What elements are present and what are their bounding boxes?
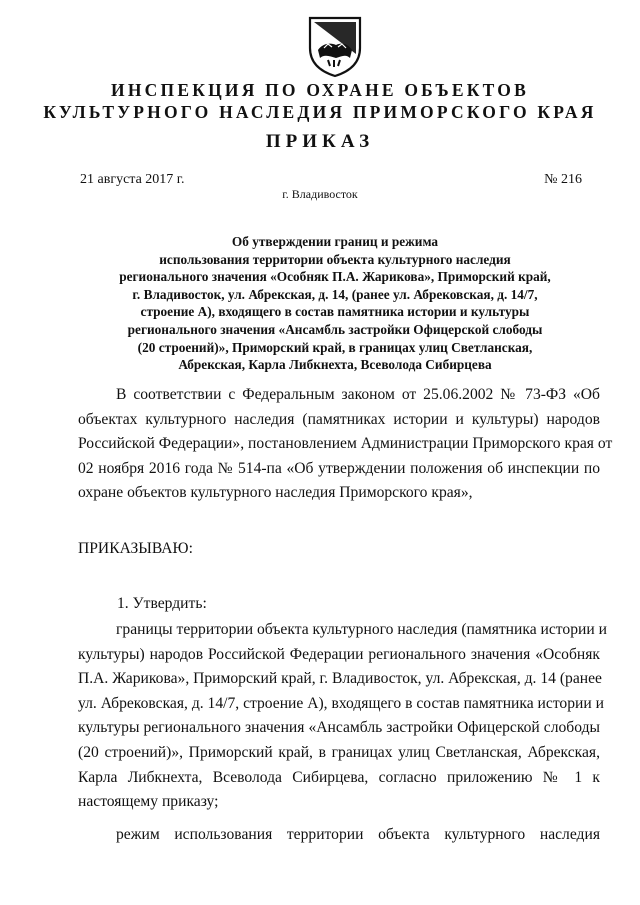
- paragraph-line: П.А. Жарикова», Приморский край, г. Владивосток, ул. Абрекская, д. 14 (ранее: [78, 670, 602, 688]
- subject-line: регионального значения «Ансамбль застройки Офицерской слободы: [127, 321, 543, 337]
- paragraph-line: режим использования территории объекта культурного наследия: [116, 826, 600, 843]
- subject-line: Абрекская, Карла Либкнехта, Всеволода Сибирцева: [178, 357, 492, 373]
- document-city: г. Владивосток: [282, 187, 358, 201]
- subject-line: строение А), входящего в состав памятника истории и культуры: [140, 304, 530, 320]
- preamble-paragraph: [78, 383, 613, 506]
- paragraph-line: 02 ноября 2016 года № 514-па «Об утверждении положения об инспекции по: [78, 459, 600, 477]
- paragraph-line: объектах культурного наследия (памятниках истории и культуры) народов: [78, 410, 600, 428]
- item-2-paragraph: [78, 823, 600, 848]
- paragraph-line: Карла Либкнехта, Всеволода Сибирцева, согласно приложению № 1 к: [78, 768, 600, 786]
- paragraph-line: настоящему приказу;: [78, 793, 219, 811]
- paragraph-line: культуры) народов Российской Федерации регионального значения «Особняк: [78, 645, 600, 663]
- order-subject: [70, 233, 600, 374]
- paragraph-line: охране объектов культурного наследия Приморского края»,: [78, 484, 473, 502]
- order-directive: ПРИКАЗЫВАЮ:: [78, 540, 193, 557]
- paragraph-line: Российской Федерации», постановлением Администрации Приморского края от: [78, 435, 613, 453]
- subject-line: (20 строений)», Приморский край, в границах улиц Светланская,: [137, 339, 533, 355]
- coat-of-arms-icon: [306, 14, 364, 78]
- paragraph-line: культуры регионального значения «Ансамбль застройки Офицерской слободы: [78, 719, 600, 737]
- subject-line: регионального значения «Особняк П.А. Жарикова», Приморский край,: [119, 269, 551, 285]
- organization-name-line1: ИНСПЕКЦИЯ ПО ОХРАНЕ ОБЪЕКТОВ: [111, 80, 529, 100]
- paragraph-line: (20 строений)», Приморский край, в границах улиц Светланская, Абрекская,: [78, 743, 600, 761]
- item-1-title: 1. Утвердить:: [117, 595, 207, 612]
- paragraph-line: ул. Абрековская, д. 14/7, строение А), входящего в состав памятника истории и: [78, 694, 604, 712]
- subject-line: использования территории объекта культурного наследия: [159, 251, 511, 267]
- organization-name-line2: КУЛЬТУРНОГО НАСЛЕДИЯ ПРИМОРСКОГО КРАЯ: [43, 102, 597, 122]
- document-type: ПРИКАЗ: [265, 131, 375, 152]
- subject-line: г. Владивосток, ул. Абрекская, д. 14, (ранее ул. Абрековская, д. 14/7,: [132, 286, 538, 302]
- subject-line: Об утверждении границ и режима: [231, 234, 439, 249]
- paragraph-line: границы территории объекта культурного наследия (памятника истории и: [116, 621, 607, 638]
- paragraph-line: В соответствии с Федеральным законом от 25.06.2002 № 73-ФЗ «Об: [116, 386, 600, 403]
- document-number: № 216: [544, 172, 582, 187]
- document-date: 21 августа 2017 г.: [80, 172, 185, 187]
- item-1-paragraph: [78, 618, 607, 815]
